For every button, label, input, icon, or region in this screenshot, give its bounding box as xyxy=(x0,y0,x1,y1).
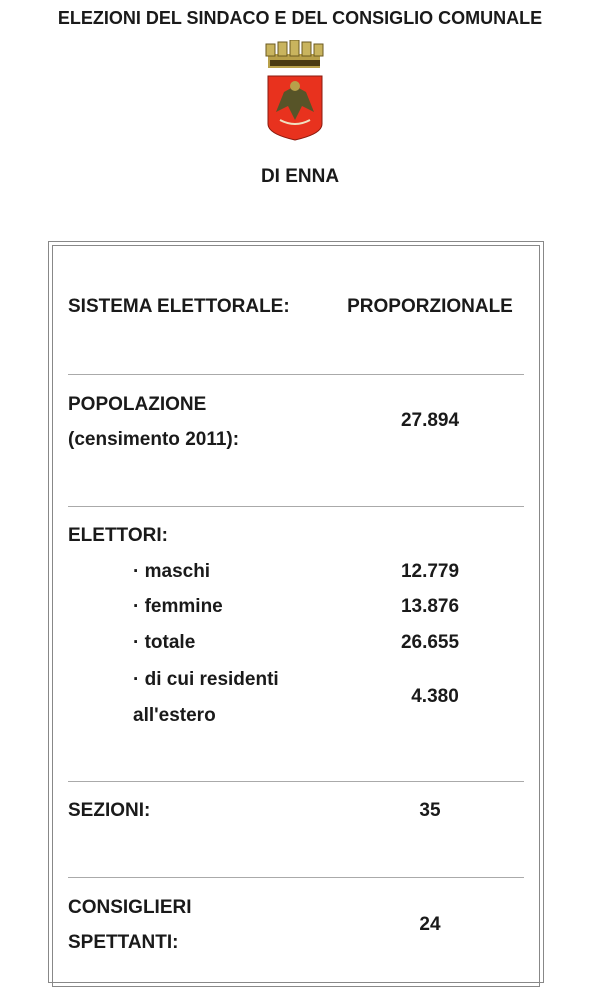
consiglieri-label2: SPETTANTI: xyxy=(68,932,179,953)
city-name: DI ENNA xyxy=(260,166,340,187)
elettori-femmine-label: · femmine xyxy=(133,596,223,617)
sezioni-value: 35 xyxy=(419,800,441,821)
elettori-totale-label: · totale xyxy=(133,632,196,653)
consiglieri-label: CONSIGLIERI xyxy=(68,897,192,918)
elettori-label: ELETTORI: xyxy=(68,525,168,546)
divider xyxy=(68,374,524,375)
divider xyxy=(68,781,524,782)
divider xyxy=(68,506,524,507)
popolazione-sublabel: (censimento 2011): xyxy=(68,429,240,450)
consiglieri-value: 24 xyxy=(419,914,441,935)
elettori-maschi-label: · maschi xyxy=(133,561,211,582)
page-title: ELEZIONI DEL SINDACO E DEL CONSIGLIO COMUNALE xyxy=(57,8,543,28)
elettori-estero-label2: all'estero xyxy=(133,705,216,726)
elettori-estero-value: 4.380 xyxy=(411,686,459,707)
sezioni-label: SEZIONI: xyxy=(68,800,151,821)
sistema-label: SISTEMA ELETTORALE: xyxy=(68,296,290,317)
coat-of-arms-icon xyxy=(262,40,338,149)
popolazione-value: 27.894 xyxy=(400,410,460,431)
sistema-value: PROPORZIONALE xyxy=(347,296,513,317)
elettori-femmine-value: 13.876 xyxy=(400,596,460,617)
popolazione-label: POPOLAZIONE xyxy=(68,394,207,415)
elettori-totale-value: 26.655 xyxy=(400,632,460,653)
elettori-maschi-value: 12.779 xyxy=(400,561,460,582)
elettori-estero-label: · di cui residenti xyxy=(133,669,279,690)
divider xyxy=(68,877,524,878)
